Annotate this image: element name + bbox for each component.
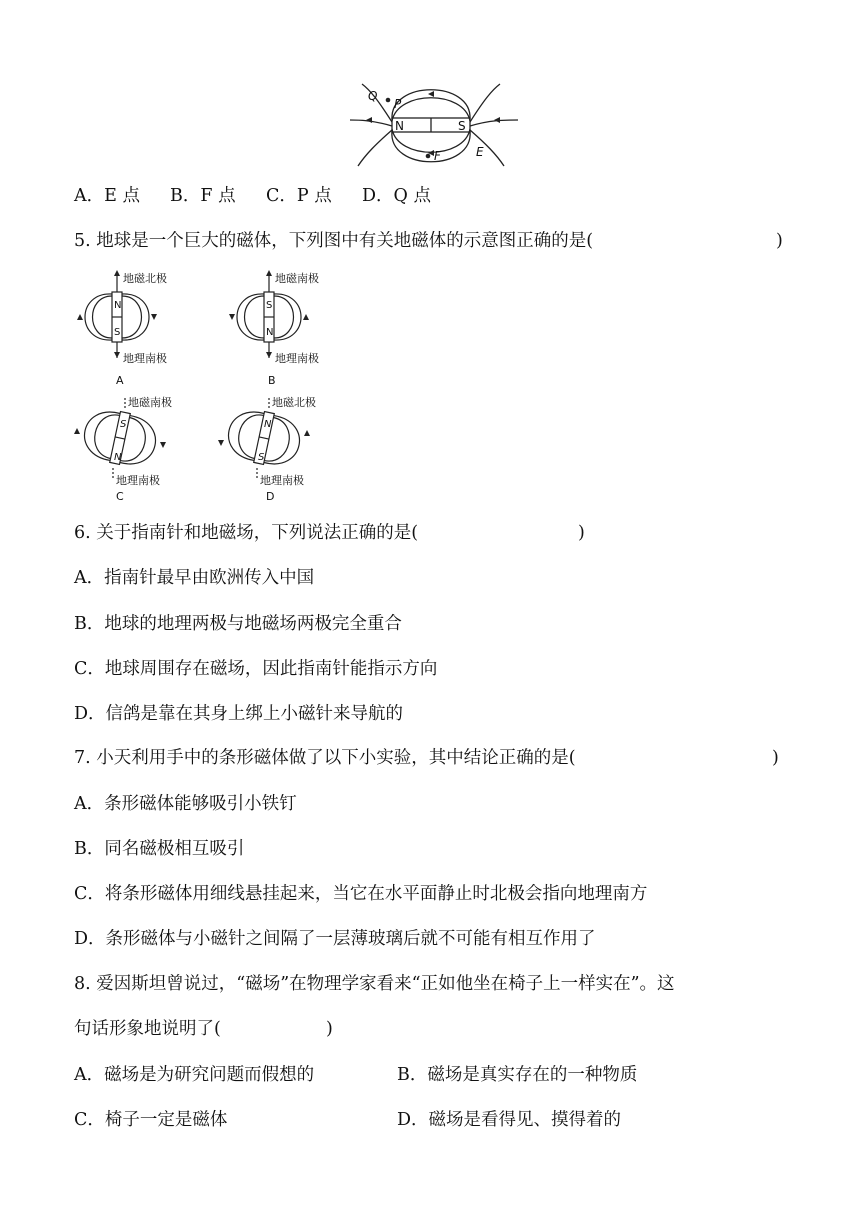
- q5-b-upper-pole: S: [266, 300, 273, 311]
- q5-c-lower-pole: N: [114, 452, 122, 463]
- q5-b-letter: B: [268, 374, 276, 387]
- q5-a-bottom-label: 地理南极: [123, 352, 167, 365]
- q8-close-paren: ): [326, 1019, 333, 1039]
- label-p: P: [394, 97, 402, 111]
- q5-figure-b: [226, 266, 346, 390]
- q5-figure-c: [70, 394, 194, 506]
- q5-stem: 5. 地球是一个巨大的磁体，下列图中有关地磁体的示意图正确的是(: [74, 231, 594, 251]
- bar-magnet-field-figure: [348, 80, 520, 172]
- q7-option-b: B．同名磁极相互吸引: [74, 839, 245, 859]
- q4-option-b: B．F 点: [170, 186, 236, 206]
- q7-option-a: A．条形磁体能够吸引小铁钉: [74, 794, 297, 814]
- label-n: N: [395, 119, 404, 133]
- q5-a-lower-pole: S: [114, 327, 121, 338]
- q5-b-bottom-label: 地理南极: [275, 352, 319, 365]
- q8-option-d: D．磁场是看得见、摸得着的: [397, 1110, 622, 1130]
- q5-c-letter: C: [116, 490, 124, 503]
- q8-option-a: A．磁场是为研究问题而假想的: [74, 1065, 315, 1085]
- point-p-dot: [386, 98, 391, 103]
- q8-option-b: B．磁场是真实存在的一种物质: [397, 1065, 638, 1085]
- q7-close-paren: ): [772, 748, 779, 768]
- q6-stem: 6. 关于指南针和地磁场，下列说法正确的是(: [74, 523, 419, 543]
- q5-d-upper-pole: N: [264, 419, 272, 430]
- q7-option-c: C．将条形磁体用细线悬挂起来，当它在水平面静止时北极会指向地理南方: [74, 884, 648, 904]
- label-f: F: [434, 149, 441, 163]
- q5-d-lower-pole: S: [258, 452, 265, 463]
- q5-figure-d: [214, 394, 344, 506]
- q4-option-a: A．E 点: [74, 186, 140, 206]
- q5-b-top-label: 地磁南极: [275, 272, 319, 285]
- q5-close-paren: ): [776, 231, 783, 251]
- label-e: E: [476, 145, 484, 159]
- q5-c-top-label: 地磁南极: [128, 396, 172, 409]
- q5-d-bottom-label: 地理南极: [260, 474, 304, 487]
- point-f-dot: [426, 154, 431, 159]
- q6-option-a: A．指南针最早由欧洲传入中国: [74, 568, 315, 588]
- q4-option-d: D．Q 点: [362, 186, 431, 206]
- q6-option-b: B．地球的地理两极与地磁场两极完全重合: [74, 614, 402, 634]
- q5-a-letter: A: [116, 374, 124, 387]
- q6-option-c: C．地球周围存在磁场，因此指南针能指示方向: [74, 659, 438, 679]
- q6-option-d: D．信鸽是靠在其身上绑上小磁针来导航的: [74, 704, 404, 724]
- q5-c-upper-pole: S: [120, 419, 127, 430]
- q5-c-bottom-label: 地理南极: [116, 474, 160, 487]
- q7-stem: 7. 小天利用手中的条形磁体做了以下小实验，其中结论正确的是(: [74, 748, 576, 768]
- q5-d-letter: D: [266, 490, 275, 503]
- q5-a-top-label: 地磁北极: [123, 272, 167, 285]
- q8-stem-line-2: 句话形象地说明了(: [74, 1019, 221, 1039]
- label-q: Q: [368, 89, 378, 103]
- q7-option-d: D．条形磁体与小磁针之间隔了一层薄玻璃后就不可能有相互作用了: [74, 929, 596, 949]
- q8-option-c: C．椅子一定是磁体: [74, 1110, 228, 1130]
- label-s: S: [458, 119, 466, 133]
- q6-close-paren: ): [578, 523, 585, 543]
- q5-b-lower-pole: N: [266, 327, 274, 338]
- q5-d-top-label: 地磁北极: [272, 396, 316, 409]
- q5-a-upper-pole: N: [114, 300, 122, 311]
- q5-figure-a: [74, 266, 194, 390]
- q4-option-c: C．P 点: [266, 186, 332, 206]
- q8-stem-line-1: 8. 爱因斯坦曾说过，“磁场”在物理学家看来“正如他坐在椅子上一样实在”。这: [74, 974, 675, 994]
